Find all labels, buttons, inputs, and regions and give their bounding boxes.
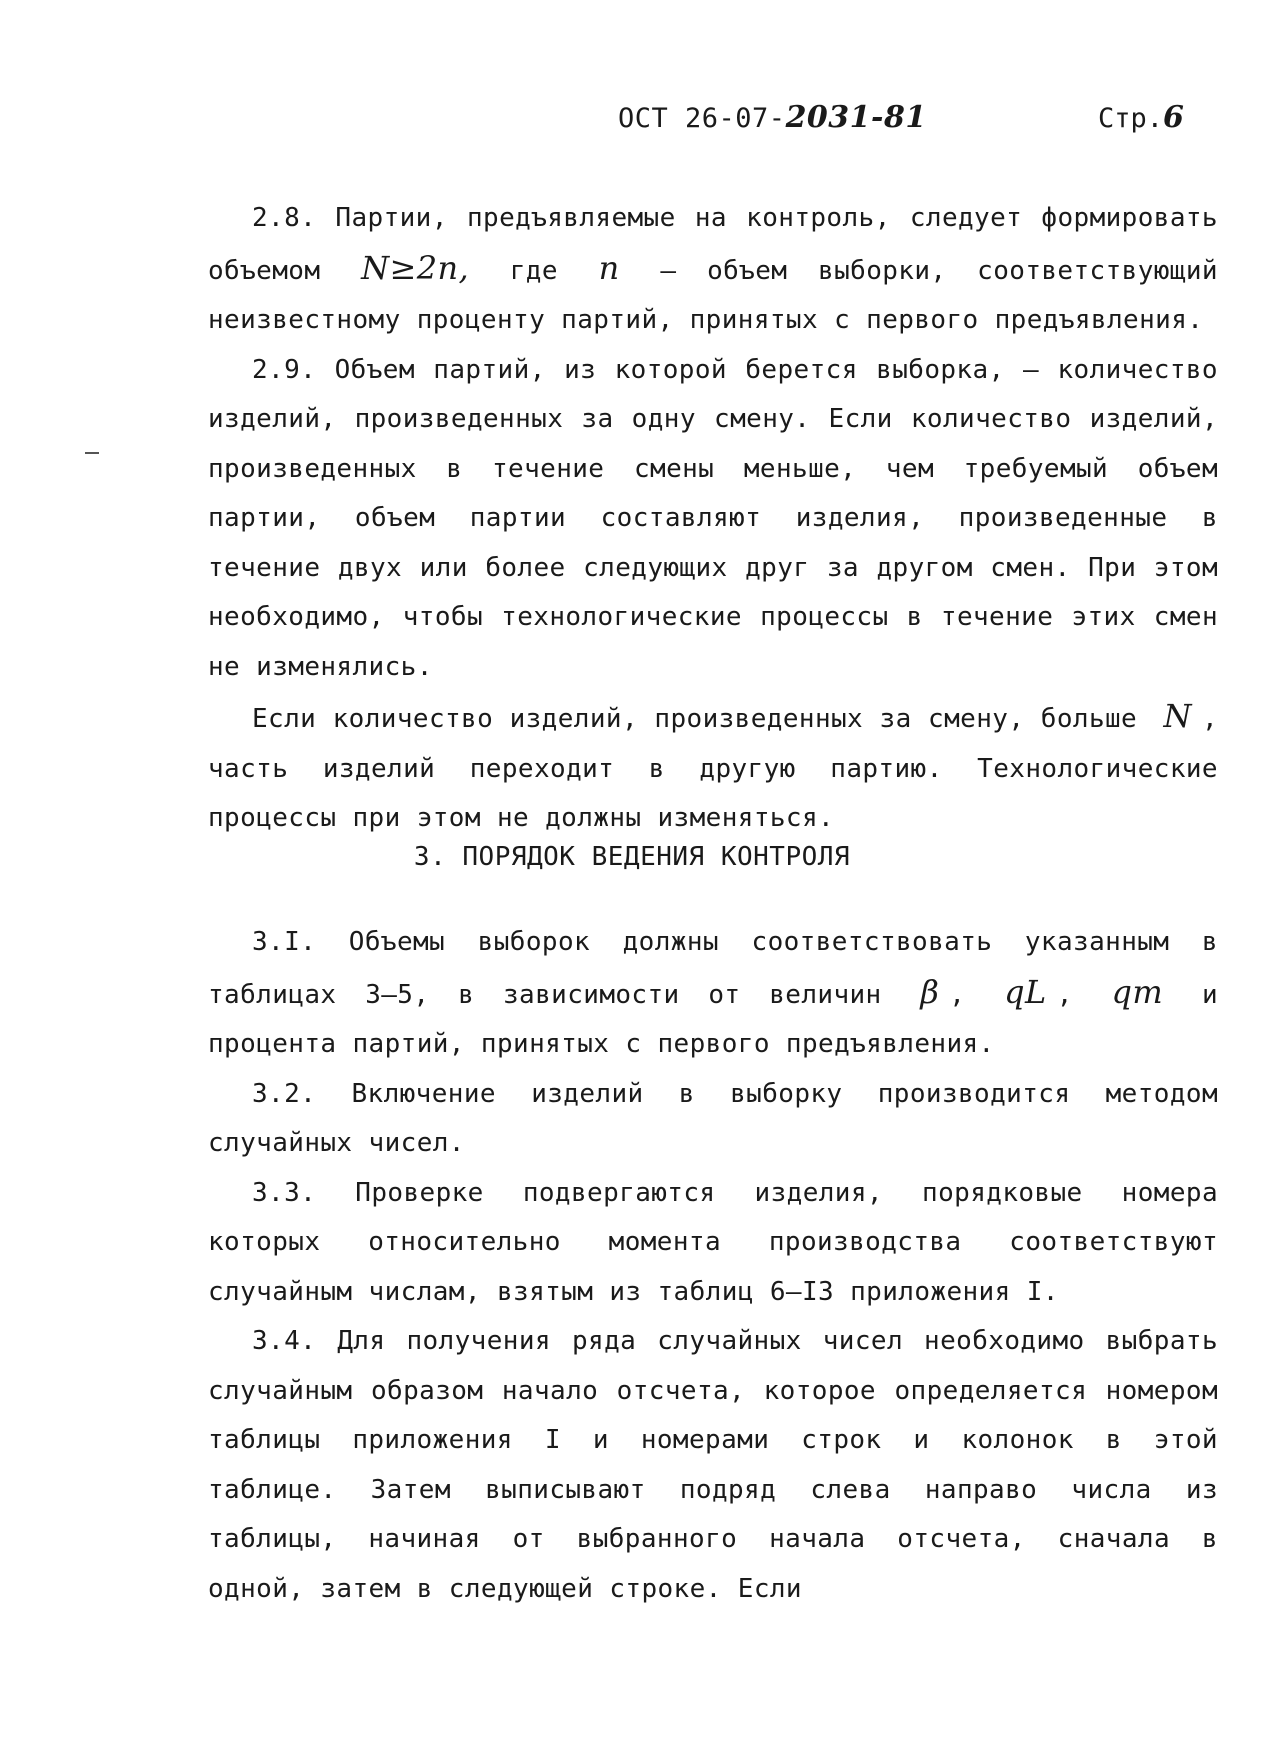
paragraph-2-8: 2.8. Партии, предъявляемые на контроль, следует формировать объемом N≥2n, где n – объем выборки, соответствующий неизвестному проценту партий, принятых с первого предъявления.	[208, 203, 1218, 335]
paragraph-3-4: 3.4. Для получения ряда случайных чисел необходимо выбрать случайным образом начало отсчета, которое определяется номером таблицы приложения I и номерами строк и колонок в этой таблице. Затем выписывают подряд слева направо числа из таблицы, начиная от выбранного начала отсчета, сначала в одной, затем в следующей строке. Если	[208, 1326, 1218, 1604]
paragraph-2-9: 2.9. Объем партий, из которой берется выборка, – количество изделий, произведенных за одну смену. Если количество изделий, произведенных в течение смены меньше, чем требуемый объем партии, объем партии составляют изделия, произведенные в течение двух или более следующих друг за другом смен. При этом необходимо, чтобы технологические процессы в течение этих смен не изменялись.	[208, 354, 1218, 682]
paragraph-3-1: 3.I. Объемы выборок должны соответствовать указанным в таблицах 3–5, в зависимости от величин β , qL , qm и процента партий, принятых с первого предъявления.	[208, 927, 1219, 1059]
document-code-handwritten: 2031-81	[785, 100, 927, 135]
formula-qm: qm	[1111, 972, 1164, 1011]
paragraph-3-3: 3.3. Проверке подвергаются изделия, порядковые номера которых относительно момента производства соответствуют случайным числам, взятым из таблиц 6–I3 приложения I.	[208, 1177, 1218, 1307]
formula-n-ge-2n: N≥2n,	[361, 248, 470, 287]
page-number	[1098, 100, 1184, 135]
paragraph-2-9-continued: Если количество изделий, произведенных за смену, больше N , часть изделий переходит в другую партию. Технологические процессы при этом не должны изменяться.	[208, 697, 1218, 833]
paragraph-3-2: 3.2. Включение изделий в выборку производится методом случайных чисел.	[208, 1078, 1218, 1158]
document-code-prefix: ОСТ 26-07-	[618, 103, 786, 134]
formula-n: n	[598, 248, 620, 287]
formula-qL: qL	[1004, 972, 1047, 1011]
text-block-top	[208, 194, 1218, 844]
formula-beta: β	[920, 972, 940, 1011]
section-title: 3. ПОРЯДОК ВЕДЕНИЯ КОНТРОЛЯ	[413, 842, 851, 872]
page-number-prefix: Стр.	[1098, 103, 1164, 134]
document-code	[618, 100, 927, 135]
formula-N: N	[1163, 697, 1192, 735]
text-block-bottom	[208, 918, 1218, 1614]
margin-mark	[85, 452, 99, 454]
page-number-handwritten: 6	[1163, 100, 1184, 135]
